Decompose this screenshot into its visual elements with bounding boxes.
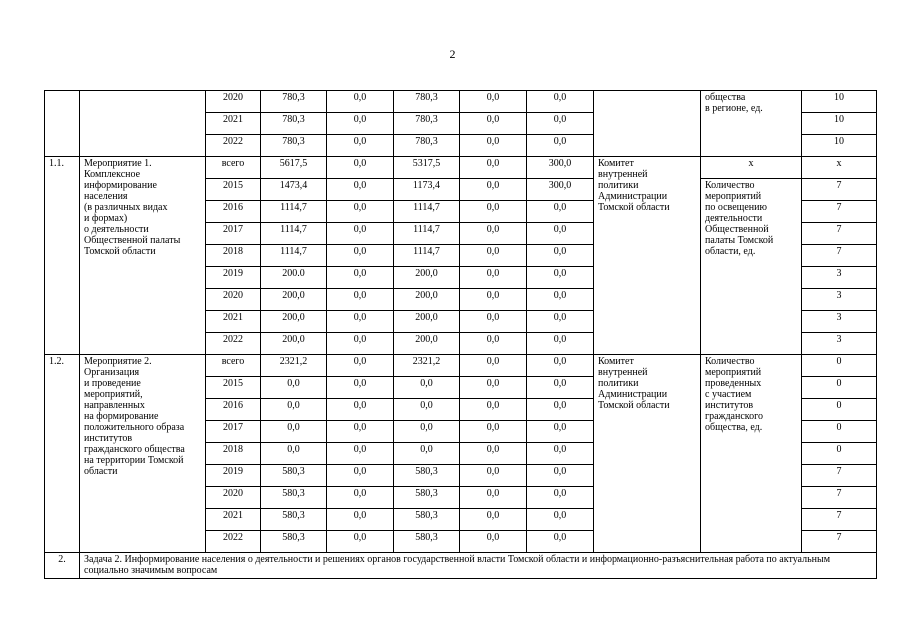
total-cell: 580,3	[261, 487, 327, 509]
regional-cell: 0,0	[394, 443, 460, 465]
total-cell: 780,3	[261, 113, 327, 135]
local-cell: 0,0	[460, 289, 527, 311]
indicator-value-cell: 3	[802, 267, 877, 289]
task-text: Задача 2. Информирование населения о деятельности и решениях органов государственной власти Томской области и информационно-разъяснительная работа по актуальным социально значимым вопросам	[80, 553, 877, 579]
indicator-value-cell: 0	[802, 399, 877, 421]
total-cell: 0,0	[261, 377, 327, 399]
total-cell: 780,3	[261, 91, 327, 113]
year-cell: 2022	[206, 531, 261, 553]
year-cell: 2018	[206, 443, 261, 465]
page-number: 2	[449, 47, 456, 61]
other-cell: 0,0	[527, 443, 594, 465]
other-cell: 0,0	[527, 113, 594, 135]
local-cell: 0,0	[460, 509, 527, 531]
regional-cell: 0,0	[394, 377, 460, 399]
regional-cell: 1114,7	[394, 245, 460, 267]
federal-cell: 0,0	[327, 245, 394, 267]
indicator-value-cell: 3	[802, 289, 877, 311]
local-cell: 0,0	[460, 267, 527, 289]
year-cell: 2021	[206, 113, 261, 135]
total-cell: 580,3	[261, 509, 327, 531]
regional-cell: 1114,7	[394, 201, 460, 223]
regional-cell: 200,0	[394, 333, 460, 355]
executor-cell	[594, 91, 701, 157]
local-cell: 0,0	[460, 531, 527, 553]
regional-cell: 0,0	[394, 399, 460, 421]
total-cell: 1114,7	[261, 201, 327, 223]
indicator-value-cell: 10	[802, 135, 877, 157]
regional-cell: 2321,2	[394, 355, 460, 377]
local-cell: 0,0	[460, 179, 527, 201]
executor-cell: Комитет внутренней политики Администрации Томской области	[594, 355, 701, 553]
federal-cell: 0,0	[327, 267, 394, 289]
table-row	[45, 91, 877, 113]
regional-cell: 780,3	[394, 135, 460, 157]
indicator-value-cell: 0	[802, 421, 877, 443]
other-cell: 300,0	[527, 157, 594, 179]
total-cell: 580,3	[261, 531, 327, 553]
local-cell: 0,0	[460, 91, 527, 113]
year-cell: 2020	[206, 289, 261, 311]
other-cell: 0,0	[527, 531, 594, 553]
federal-cell: 0,0	[327, 311, 394, 333]
other-cell: 0,0	[527, 333, 594, 355]
total-cell: 1473,4	[261, 179, 327, 201]
year-cell: 2022	[206, 333, 261, 355]
table-row	[45, 355, 877, 377]
local-cell: 0,0	[460, 157, 527, 179]
local-cell: 0,0	[460, 223, 527, 245]
year-cell: 2022	[206, 135, 261, 157]
table-row	[45, 157, 877, 179]
indicator-value-cell: 7	[802, 179, 877, 201]
indicator-value-cell: 3	[802, 333, 877, 355]
other-cell: 0,0	[527, 377, 594, 399]
year-cell: 2016	[206, 399, 261, 421]
regional-cell: 200,0	[394, 311, 460, 333]
federal-cell: 0,0	[327, 179, 394, 201]
indicator-value-cell: 7	[802, 201, 877, 223]
year-cell: 2020	[206, 487, 261, 509]
other-cell: 0,0	[527, 509, 594, 531]
year-cell: 2019	[206, 267, 261, 289]
year-cell: всего	[206, 157, 261, 179]
indicator-name-cell: х	[701, 157, 802, 179]
local-cell: 0,0	[460, 201, 527, 223]
federal-cell: 0,0	[327, 509, 394, 531]
indicator-value-cell: 7	[802, 531, 877, 553]
indicator-value-cell: 0	[802, 377, 877, 399]
other-cell: 0,0	[527, 487, 594, 509]
local-cell: 0,0	[460, 421, 527, 443]
federal-cell: 0,0	[327, 421, 394, 443]
program-measures-table	[44, 90, 877, 579]
local-cell: 0,0	[460, 333, 527, 355]
other-cell: 0,0	[527, 91, 594, 113]
measure-name: Мероприятие 2. Организация и проведение мероприятий, направленных на формирование положительного образа институтов гражданского общества на территории Томской области	[80, 355, 206, 553]
year-cell: 2015	[206, 377, 261, 399]
year-cell: 2021	[206, 509, 261, 531]
federal-cell: 0,0	[327, 201, 394, 223]
federal-cell: 0,0	[327, 465, 394, 487]
regional-cell: 780,3	[394, 113, 460, 135]
indicator-value-cell: 10	[802, 91, 877, 113]
indicator-value-cell: 0	[802, 355, 877, 377]
federal-cell: 0,0	[327, 355, 394, 377]
local-cell: 0,0	[460, 113, 527, 135]
other-cell: 0,0	[527, 465, 594, 487]
total-cell: 200,0	[261, 311, 327, 333]
federal-cell: 0,0	[327, 113, 394, 135]
indicator-name-cell: общества в регионе, ед.	[701, 91, 802, 157]
regional-cell: 580,3	[394, 509, 460, 531]
federal-cell: 0,0	[327, 289, 394, 311]
executor-cell: Комитет внутренней политики Администрации Томской области	[594, 157, 701, 355]
total-cell: 0,0	[261, 421, 327, 443]
local-cell: 0,0	[460, 443, 527, 465]
other-cell: 0,0	[527, 399, 594, 421]
regional-cell: 0,0	[394, 421, 460, 443]
regional-cell: 200,0	[394, 267, 460, 289]
year-cell: всего	[206, 355, 261, 377]
federal-cell: 0,0	[327, 487, 394, 509]
other-cell: 0,0	[527, 245, 594, 267]
other-cell: 0,0	[527, 311, 594, 333]
indicator-name-cell: Количество мероприятий проведенных с участием институтов гражданского общества, ед.	[701, 355, 802, 553]
total-cell: 580,3	[261, 465, 327, 487]
federal-cell: 0,0	[327, 135, 394, 157]
year-cell: 2021	[206, 311, 261, 333]
local-cell: 0,0	[460, 245, 527, 267]
measure-number: 1.1.	[45, 157, 80, 355]
other-cell: 0,0	[527, 289, 594, 311]
local-cell: 0,0	[460, 135, 527, 157]
other-cell: 0,0	[527, 267, 594, 289]
total-cell: 2321,2	[261, 355, 327, 377]
year-cell: 2017	[206, 223, 261, 245]
regional-cell: 580,3	[394, 531, 460, 553]
federal-cell: 0,0	[327, 399, 394, 421]
local-cell: 0,0	[460, 377, 527, 399]
total-cell: 1114,7	[261, 223, 327, 245]
total-cell: 0,0	[261, 399, 327, 421]
indicator-value-cell: 3	[802, 311, 877, 333]
indicator-value-cell: 7	[802, 245, 877, 267]
federal-cell: 0,0	[327, 223, 394, 245]
regional-cell: 1173,4	[394, 179, 460, 201]
name-cell	[80, 91, 206, 157]
indicator-value-cell: 7	[802, 223, 877, 245]
task-number: 2.	[45, 553, 80, 579]
federal-cell: 0,0	[327, 443, 394, 465]
indicator-value-cell: 0	[802, 443, 877, 465]
regional-cell: 5317,5	[394, 157, 460, 179]
indicator-value-cell: х	[802, 157, 877, 179]
total-cell: 200,0	[261, 333, 327, 355]
regional-cell: 780,3	[394, 91, 460, 113]
other-cell: 0,0	[527, 201, 594, 223]
local-cell: 0,0	[460, 311, 527, 333]
total-cell: 780,3	[261, 135, 327, 157]
indicator-value-cell: 7	[802, 509, 877, 531]
federal-cell: 0,0	[327, 377, 394, 399]
year-cell: 2019	[206, 465, 261, 487]
federal-cell: 0,0	[327, 333, 394, 355]
local-cell: 0,0	[460, 399, 527, 421]
federal-cell: 0,0	[327, 157, 394, 179]
local-cell: 0,0	[460, 465, 527, 487]
federal-cell: 0,0	[327, 531, 394, 553]
table-row	[45, 553, 877, 579]
regional-cell: 1114,7	[394, 223, 460, 245]
other-cell: 0,0	[527, 421, 594, 443]
total-cell: 200.0	[261, 267, 327, 289]
indicator-value-cell: 10	[802, 113, 877, 135]
federal-cell: 0,0	[327, 91, 394, 113]
regional-cell: 200,0	[394, 289, 460, 311]
year-cell: 2015	[206, 179, 261, 201]
indicator-value-cell: 7	[802, 487, 877, 509]
total-cell: 5617,5	[261, 157, 327, 179]
total-cell: 0,0	[261, 443, 327, 465]
year-cell: 2016	[206, 201, 261, 223]
indicator-value-cell: 7	[802, 465, 877, 487]
measure-name: Мероприятие 1. Комплексное информирование населения (в различных видах и формах) о деятельности Общественной палаты Томской области	[80, 157, 206, 355]
regional-cell: 580,3	[394, 465, 460, 487]
other-cell: 300,0	[527, 179, 594, 201]
other-cell: 0,0	[527, 223, 594, 245]
year-cell: 2020	[206, 91, 261, 113]
table-body	[45, 91, 877, 579]
regional-cell: 580,3	[394, 487, 460, 509]
total-cell: 1114,7	[261, 245, 327, 267]
local-cell: 0,0	[460, 355, 527, 377]
number-cell	[45, 91, 80, 157]
local-cell: 0,0	[460, 487, 527, 509]
year-cell: 2017	[206, 421, 261, 443]
total-cell: 200,0	[261, 289, 327, 311]
measure-number: 1.2.	[45, 355, 80, 553]
other-cell: 0,0	[527, 135, 594, 157]
year-cell: 2018	[206, 245, 261, 267]
indicator-name-cell: Количество мероприятий по освещению деятельности Общественной палаты Томской области, ед.	[701, 179, 802, 355]
other-cell: 0,0	[527, 355, 594, 377]
